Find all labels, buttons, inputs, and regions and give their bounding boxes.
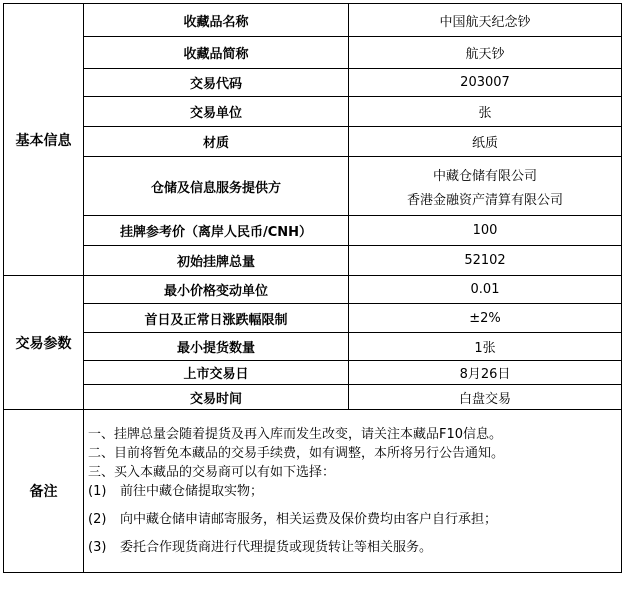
row-label-initial-total: 初始挂牌总量 — [84, 246, 349, 276]
row-value-material: 纸质 — [349, 127, 622, 157]
row-label-listing-date: 上市交易日 — [84, 361, 349, 385]
row-label-min-pickup: 最小提货数量 — [84, 333, 349, 361]
row-label-short-name: 收藏品简称 — [84, 37, 349, 69]
row-label-storage-provider: 仓储及信息服务提供方 — [84, 157, 349, 216]
remark-option-number: (1) — [88, 484, 107, 499]
table-row — [4, 361, 622, 385]
row-value-trade-unit: 张 — [349, 97, 622, 127]
row-value-storage-provider — [349, 157, 622, 216]
row-label-material: 材质 — [84, 127, 349, 157]
table-row — [4, 385, 622, 410]
row-label-price-limit: 首日及正常日涨跌幅限制 — [84, 304, 349, 333]
table-row — [4, 69, 622, 97]
table-row — [4, 97, 622, 127]
remark-option-number: (3) — [88, 540, 107, 555]
table-row — [4, 410, 622, 573]
table-row — [4, 4, 622, 37]
remarks-content — [84, 410, 622, 573]
group-remarks-label: 备注 — [4, 410, 84, 573]
table-row — [4, 216, 622, 246]
row-label-min-tick: 最小价格变动单位 — [84, 276, 349, 304]
row-value-min-pickup: 1张 — [349, 333, 622, 361]
row-label-name: 收藏品名称 — [84, 4, 349, 37]
collectible-spec-table — [3, 3, 622, 573]
table-row — [4, 246, 622, 276]
remark-line-1: 一、挂牌总量会随着提货及再入库而发生改变，请关注本藏品F10信息。 — [88, 427, 503, 442]
table-row — [4, 157, 622, 216]
row-label-trade-unit: 交易单位 — [84, 97, 349, 127]
row-value-price-limit: ±2% — [349, 304, 622, 333]
remark-option-2 — [88, 510, 617, 529]
remark-option-1 — [88, 482, 617, 501]
group-basic-info-label: 基本信息 — [4, 4, 84, 276]
storage-provider-line-1: 中藏仓储有限公司 — [432, 168, 537, 184]
remark-line-3: 三、买入本藏品的交易商可以有如下选择： — [88, 465, 336, 480]
storage-provider-line-2: 香港金融资产清算有限公司 — [406, 192, 563, 208]
row-value-trading-hours: 白盘交易 — [349, 385, 622, 410]
remark-option-text: 向中藏仓储申请邮寄服务，相关运费及保价费均由客户自行承担； — [120, 512, 498, 527]
remark-option-3 — [88, 538, 617, 557]
table-row — [4, 276, 622, 304]
table-row — [4, 37, 622, 69]
row-label-trade-code: 交易代码 — [84, 69, 349, 97]
table-row — [4, 333, 622, 361]
table-row — [4, 127, 622, 157]
row-value-short-name: 航天钞 — [349, 37, 622, 69]
row-value-initial-total: 52102 — [349, 246, 622, 276]
row-value-min-tick: 0.01 — [349, 276, 622, 304]
row-label-trading-hours: 交易时间 — [84, 385, 349, 410]
row-value-listing-date: 8月26日 — [349, 361, 622, 385]
remark-line-2: 二、目前将暂免本藏品的交易手续费，如有调整，本所将另行公告通知。 — [88, 446, 505, 461]
table-row — [4, 304, 622, 333]
row-value-trade-code: 203007 — [349, 69, 622, 97]
remark-option-text: 前往中藏仓储提取实物； — [120, 484, 264, 499]
row-value-reference-price: 100 — [349, 216, 622, 246]
row-value-name: 中国航天纪念钞 — [349, 4, 622, 37]
group-trade-params-label: 交易参数 — [4, 276, 84, 410]
remark-option-text: 委托合作现货商进行代理提货或现货转让等相关服务。 — [120, 540, 433, 555]
row-label-reference-price: 挂牌参考价（离岸人民币/CNH） — [84, 216, 349, 246]
remark-option-number: (2) — [88, 512, 107, 527]
